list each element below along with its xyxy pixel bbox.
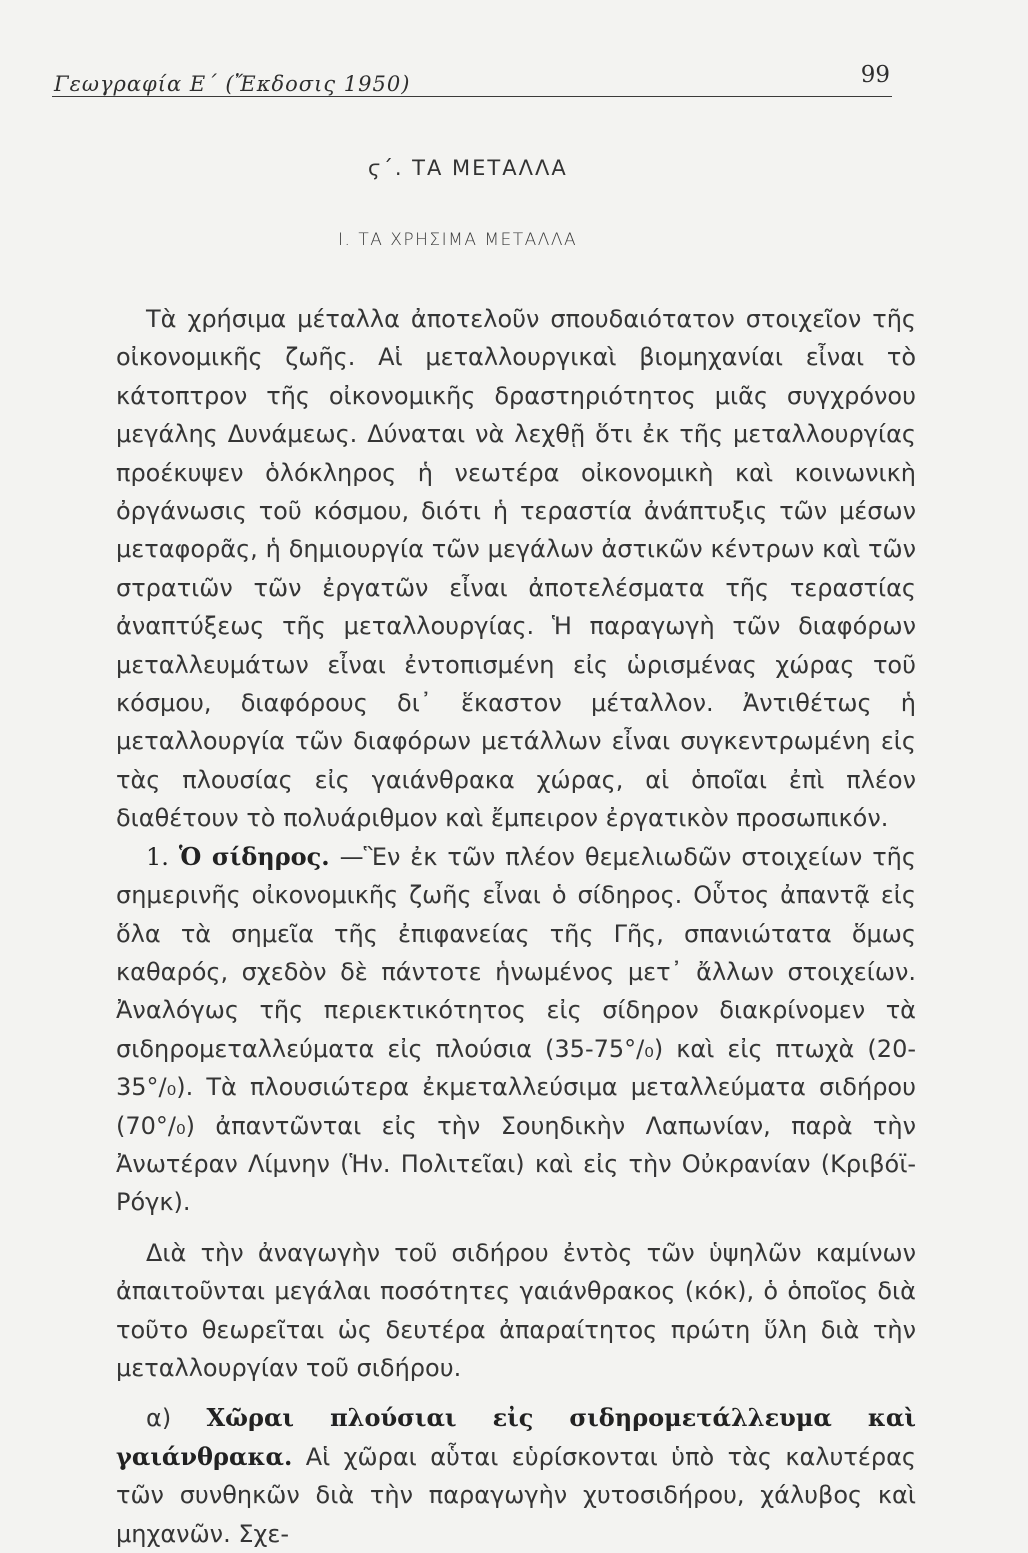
paragraph-intro: Τὰ χρήσιμα μέταλλα ἀποτελοῦν σπουδαιότατον στοιχεῖον τῆς οἰκονομικῆς ζωῆς. Αἱ μεταλλουργικαὶ βιομηχανίαι εἶναι τὸ κάτοπτρον τῆς οἰκονομικῆς δραστηριότητος μιᾶς συγχρόνου μεγάλης Δυνάμεως. Δύναται νὰ λεχθῇ ὅτι ἐκ τῆς μεταλλουργίας προέκυψεν ὁλόκληρος ἡ νεωτέρα οἰκονομικὴ καὶ κοινωνικὴ ὀργάνωσις τοῦ κόσμου, διότι ἡ τεραστία ἀνάπτυξις τῶν μέσων μεταφορᾶς, ἡ δημιουργία τῶν μεγάλων ἀστικῶν κέντρων καὶ τῶν στρατιῶν τῶν ἐργατῶν εἶναι ἀποτελέσματα τῆς τεραστίας ἀναπτύξεως τῆς μεταλλουργίας. Ἡ παραγωγὴ τῶν διαφόρων μεταλλευμάτων εἶναι ἐντοπισμένη εἰς ὡρισμένας χώρας τοῦ κόσμου, διαφόρους δι᾿ ἕκαστον μέταλλον. Ἀντιθέτως ἡ μεταλλουργία τῶν διαφόρων μετάλλων εἶναι συγκεντρωμένη εἰς τὰς πλουσίας εἰς γαιάνθρακα χώρας, αἱ ὁποῖαι ἐπὶ πλέον διαθέτουν τὸ πολυάριθμον καὶ ἔμπειρον ἐργατικὸν προσωπικόν. — [116, 305, 916, 833]
item-heading-rich-countries: Χῶραι πλούσιαι εἰς σιδηρομετάλλευμα καὶ γαιάνθρακα. — [116, 1403, 916, 1471]
sub-item-label: α) — [146, 1404, 172, 1433]
paragraph-rich-countries-text: Αἱ χῶραι αὗται εὑρίσκονται ὑπὸ τὰς καλυτέρας τῶν συνθηκῶν διὰ τὴν παραγωγὴν χυτοσιδήρου, χάλυβος καὶ μηχανῶν. Σχε- — [116, 1442, 916, 1548]
paragraph-reduction: Διὰ τὴν ἀναγωγὴν τοῦ σιδήρου ἐντὸς τῶν ὑψηλῶν καμίνων ἀπαιτοῦνται μεγάλαι ποσότητες γαιάνθρακος (κόκ), ὁ ὁποῖος διὰ τοῦτο θεωρεῖται ὡς δευτέρα ἀπαραίτητος πρώτη ὕλη διὰ τὴν μεταλλουργίαν τοῦ σιδήρου. — [116, 1238, 916, 1382]
body-text — [116, 300, 916, 1553]
paragraph-iron-text: —Ἓν ἐκ τῶν πλέον θεμελιωδῶν στοιχείων τῆς σημερινῆς οἰκονομικῆς ζωῆς εἶναι ὁ σίδηρος. Οὗτος ἀπαντᾷ εἰς ὅλα τὰ σημεῖα τῆς ἐπιφανείας τῆς Γῆς, σπανιώτατα ὅμως καθαρός, σχεδὸν δὲ πάντοτε ἡνωμένος μετ᾿ ἄλλων στοιχείων. Ἀναλόγως τῆς περιεκτικότητος εἰς σίδηρον διακρίνομεν τὰ σιδηρομεταλλεύματα εἰς πλούσια (35-75°/₀) καὶ εἰς πτωχὰ (20-35°/₀). Τὰ πλουσιώτερα ἐκμεταλλεύσιμα μεταλλεύματα σιδήρου (70°/₀) ἀπαντῶνται εἰς τὴν Σουηδικὴν Λαπωνίαν, παρὰ τὴν Ἀνωτέραν Λίμνην (Ἡν. Πολιτεῖαι) καὶ εἰς τὴν Οὐκρανίαν (Κριβόϊ-Ρόγκ). — [116, 842, 916, 1217]
page-number: 99 — [860, 62, 890, 88]
chapter-title: ϛ΄. ΤΑ ΜΕΤΑΛΛΑ — [368, 156, 568, 180]
section-title: I. ΤΑ ΧΡΗΣΙΜΑ ΜΕΤΑΛΛΑ — [338, 230, 578, 250]
paragraph-rich-countries — [116, 1399, 916, 1553]
running-header — [52, 62, 892, 97]
paragraph-iron — [116, 838, 916, 1222]
item-heading-iron: Ὁ σίδηρος. — [178, 841, 330, 871]
item-number: 1. — [146, 842, 169, 871]
header-title: Γεωγραφία Ε΄ (Ἔκδοσις 1950) — [54, 72, 411, 96]
